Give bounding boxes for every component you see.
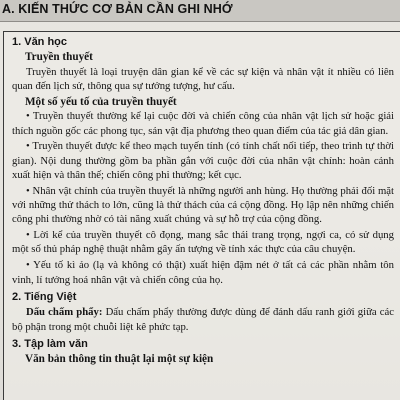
bullet-1: • Truyền thuyết thường kể lại cuộc đời và chiến công của nhân vật lịch sử hoặc giải thích nguồn gốc các phong tục, sản vật địa phương theo quan điểm của tác giả dân gian. <box>12 110 394 137</box>
heading-tieng-viet: 2. Tiếng Việt <box>12 291 77 304</box>
subheading-features: Một số yếu tố của truyền thuyết <box>25 95 177 108</box>
truyen-thuyet-definition: Truyền thuyết là loại truyện dân gian kể về các sự kiện và nhân vật ít nhiều có liên quan đến lịch sử, thông qua sự tưởng tượng, hư cấu. <box>12 65 394 92</box>
section-title: A. KIẾN THỨC CƠ BẢN CẦN GHI NHỚ <box>2 2 233 16</box>
bullet-5: • Yếu tố kì ảo (lạ và không có thật) xuất hiện đậm nét ở tất cả các phần nhằm tôn vinh, lí tưởng hoá nhân vật và chiến công của họ. <box>12 259 394 286</box>
content-body <box>12 35 394 367</box>
bullet-4: • Lời kể của truyền thuyết cô đọng, mang sắc thái trang trọng, ngợi ca, có sử dụng một số thủ pháp nghệ thuật nhằm gây ấn tượng về tính xác thực của câu chuyện. <box>12 229 394 256</box>
semicolon-text: Dấu chấm phẩy thường được dùng để đánh dấu ranh giới giữa các bộ phận trong một chuỗi liệt kê phức tạp. <box>12 306 395 333</box>
semicolon-term: Dấu chấm phẩy: <box>26 306 103 319</box>
bullet-3: • Nhân vật chính của truyền thuyết là những người anh hùng. Họ thường phải đối mặt với những thử thách to lớn, cũng là thử thách của cả cộng đồng. Họ lập nên những chiến công phi thường nhờ có tài năng xuất chúng và sự hỗ trợ của cộng đồng. <box>12 184 394 226</box>
subheading-van-ban-thong-tin: Văn bản thông tin thuật lại một sự kiện <box>25 353 214 366</box>
bullet-2: • Truyền thuyết được kể theo mạch tuyến tính (có tính chất nối tiếp, theo trình tự thời gian). Nội dung thường gồm ba phần gắn với cuộc đời của nhân vật chính: hoàn cảnh xuất hiện và thân thế; chiến công phi thường; kết cục. <box>12 140 394 181</box>
semicolon-definition <box>12 305 394 334</box>
subheading-truyen-thuyet: Truyền thuyết <box>25 51 93 63</box>
heading-tap-lam-van: 3. Tập làm văn <box>12 338 88 351</box>
heading-van-hoc: 1. Văn học <box>12 36 68 48</box>
